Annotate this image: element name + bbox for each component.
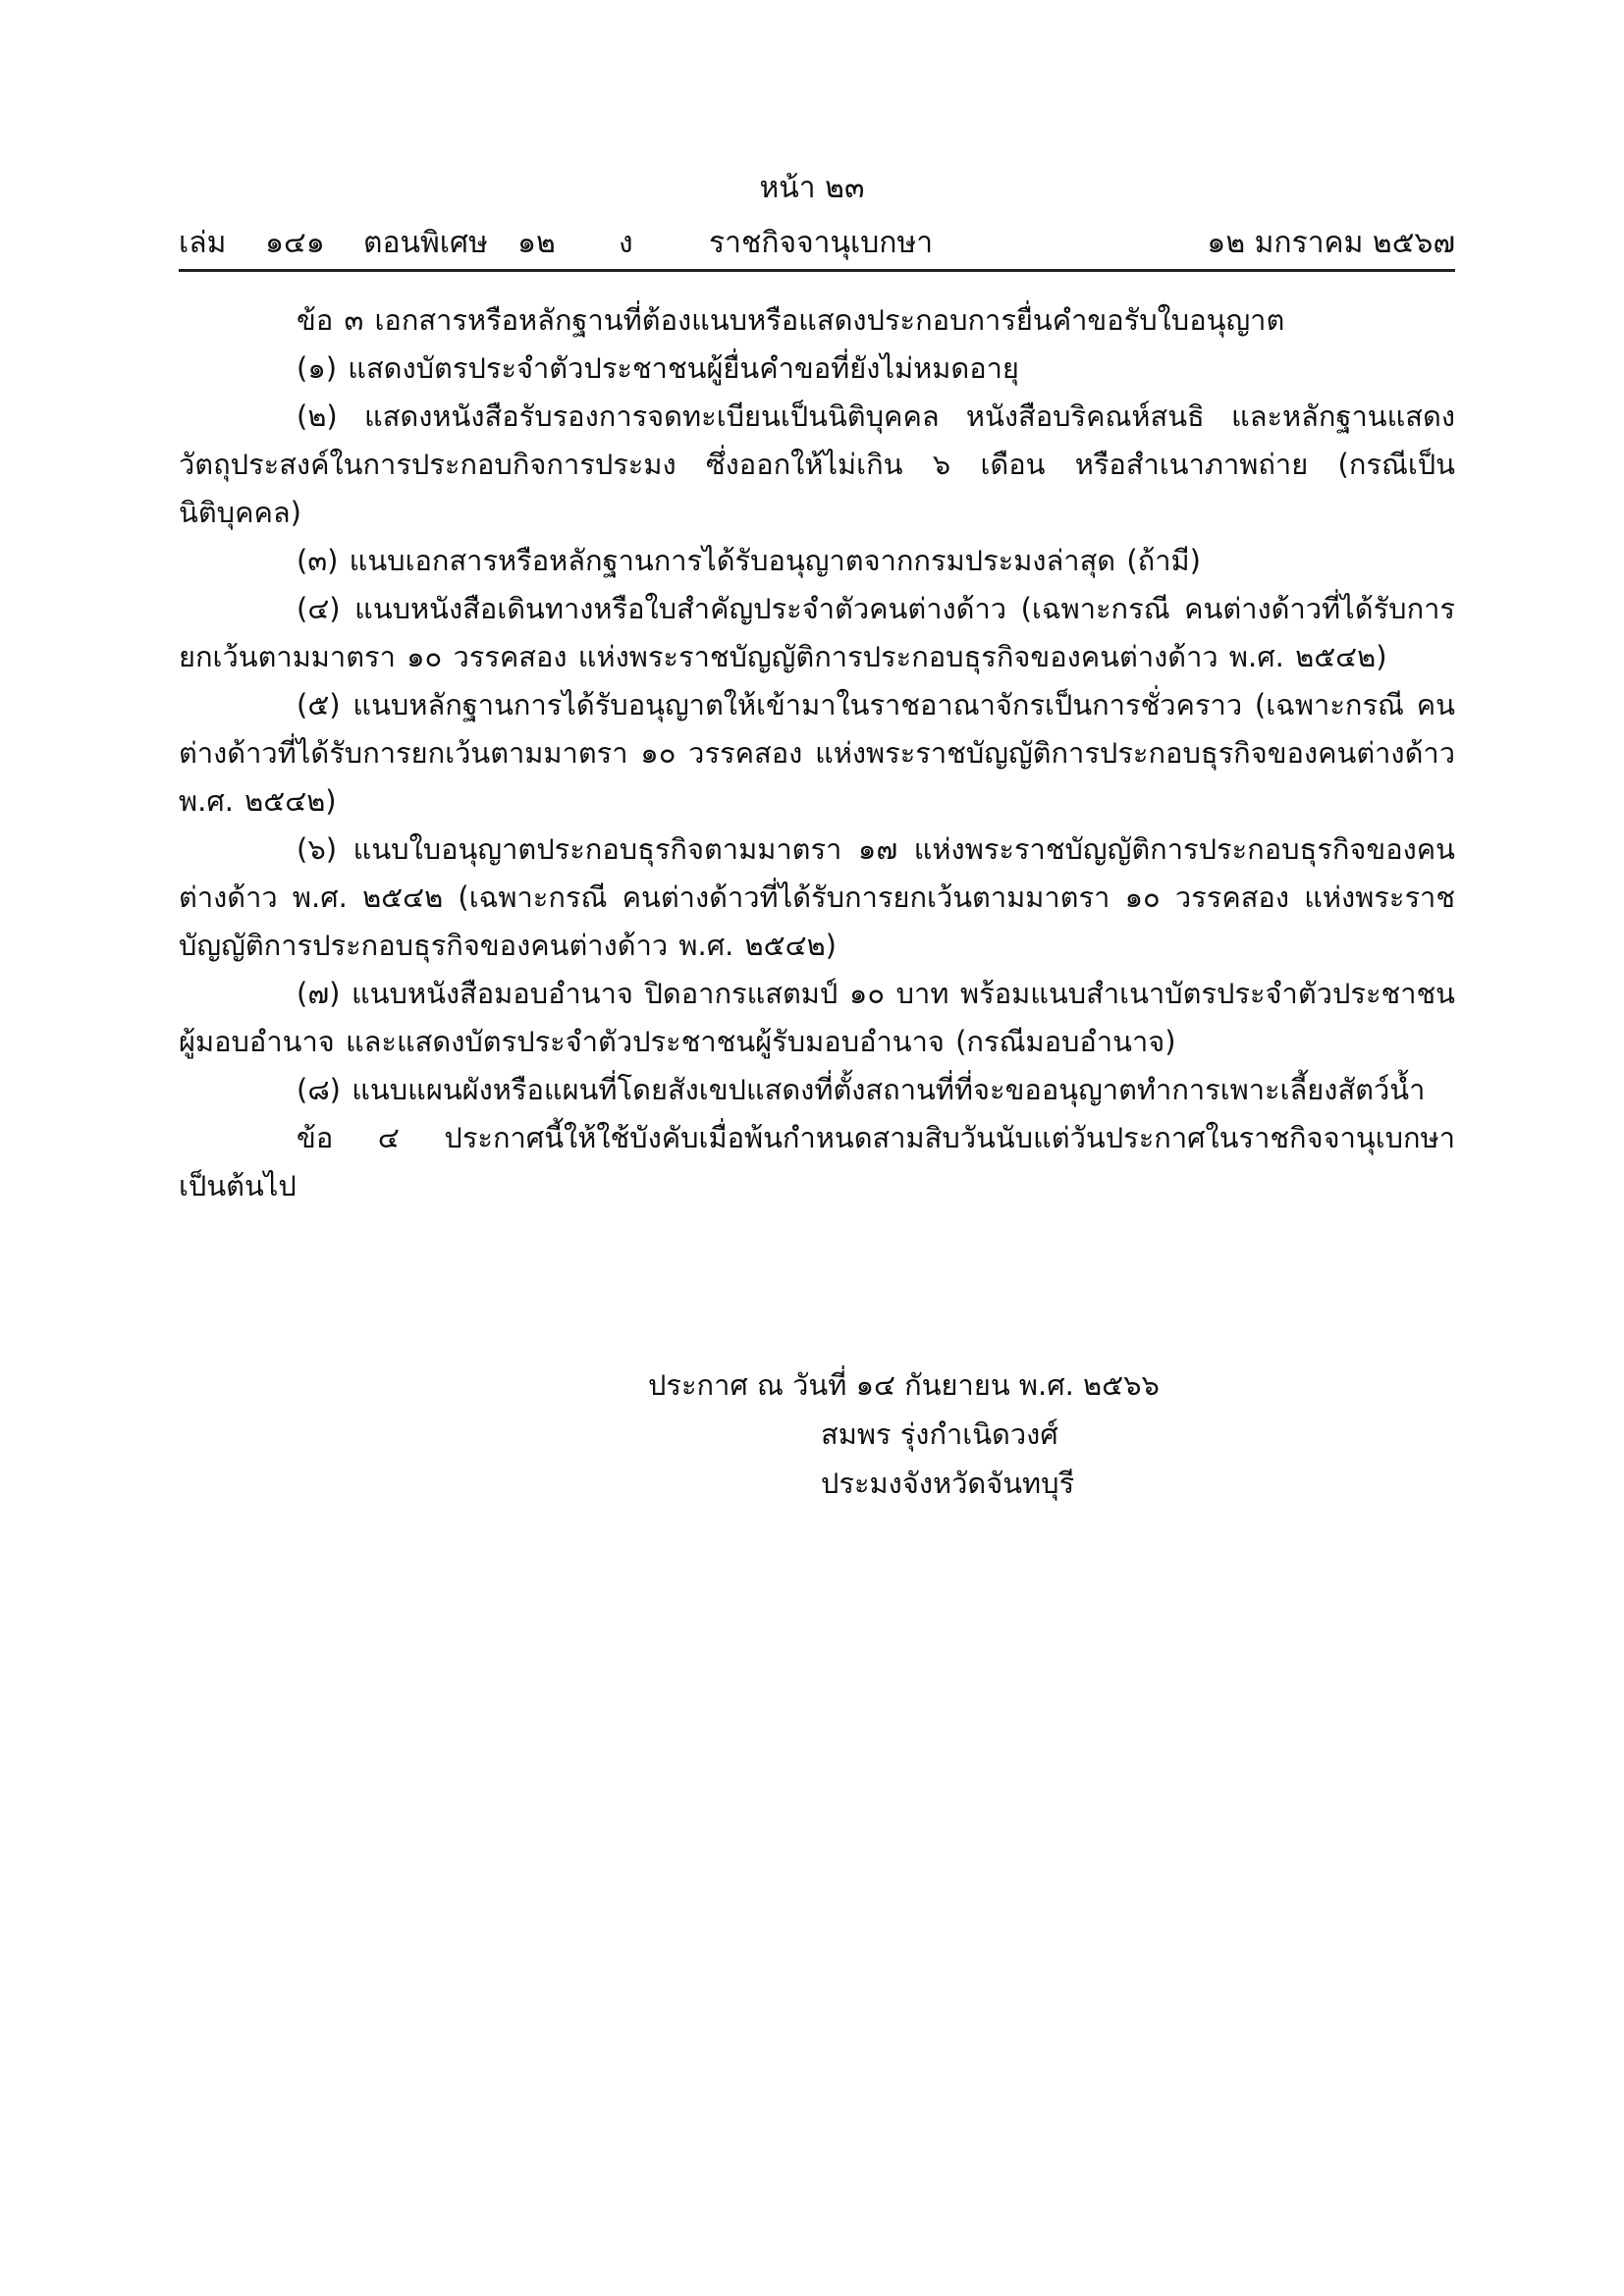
volume-number: ๑๔๑ — [265, 226, 325, 260]
gazette-name: ราชกิจจานุเบกษา — [709, 226, 934, 260]
clause-3-heading: ข้อ ๓ เอกสารหรือหลักฐานที่ต้องแนบหรือแสดงประกอบการยื่นคำขอรับใบอนุญาต — [297, 303, 1285, 337]
clause-3-item-4: (๔) แนบหนังสือเดินทางหรือใบสำคัญประจำตัวคนต่างด้าว (เฉพาะกรณี คนต่างด้าวที่ได้รับการยกเว้นตามมาตรา ๑๐ วรรคสอง แห่งพระราชบัญญัติการประกอบธุรกิจของคนต่างด้าว พ.ศ. ๒๕๔๒) — [179, 592, 1455, 673]
clause-3-item-7: (๗) แนบหนังสือมอบอำนาจ ปิดอากรแสตมป์ ๑๐ บาท พร้อมแนบสำเนาบัตรประจำตัวประชาชนผู้มอบอำนาจ และแสดงบัตรประจำตัวประชาชนผู้รับมอบอำนาจ (กรณีมอบอำนาจ) — [179, 977, 1455, 1058]
signatory-name: สมพร รุ่งกำเนิดวงศ์ — [821, 1417, 1058, 1451]
clause-3-item-6: (๖) แนบใบอนุญาตประกอบธุรกิจตามมาตรา ๑๗ แห่งพระราชบัญญัติการประกอบธุรกิจของคนต่างด้าว พ.ศ. ๒๕๔๒ (เฉพาะกรณี คนต่างด้าวที่ได้รับการยกเว้นตามมาตรา ๑๐ วรรคสอง แห่งพระราชบัญญัติการประกอบธุรกิจของคนต่างด้าว พ.ศ. ๒๕๔๒) — [179, 832, 1455, 962]
section-label: ตอนพิเศษ — [363, 226, 488, 260]
section-letter: ง — [619, 226, 633, 260]
signatory-title: ประมงจังหวัดจันทบุรี — [821, 1467, 1075, 1500]
publication-date: ๑๒ มกราคม ๒๕๖๗ — [1207, 226, 1455, 260]
document-body — [179, 296, 1455, 1210]
volume-label: เล่ม — [179, 226, 227, 260]
page-number: หน้า ๒๓ — [759, 171, 865, 205]
clause-3-item-3: (๓) แนบเอกสารหรือหลักฐานการได้รับอนุญาตจากกรมประมงล่าสุด (ถ้ามี) — [297, 544, 1201, 577]
clause-3-item-2: (๒) แสดงหนังสือรับรองการจดทะเบียนเป็นนิติบุคคล หนังสือบริคณห์สนธิ และหลักฐานแสดงวัตถุประสงค์ในการประกอบกิจการประมง ซึ่งออกให้ไม่เกิน ๖ เดือน หรือสำเนาภาพถ่าย (กรณีเป็นนิติบุคคล) — [179, 400, 1455, 529]
clause-3-item-8: (๘) แนบแผนผังหรือแผนที่โดยสังเขปแสดงที่ตั้งสถานที่ที่จะขออนุญาตทำการเพาะเลี้ยงสัตว์น้ำ — [297, 1073, 1426, 1106]
clause-3-item-1: (๑) แสดงบัตรประจำตัวประชาชนผู้ยื่นคำขอที่ยังไม่หมดอายุ — [297, 351, 1019, 385]
clause-4: ข้อ ๔ ประกาศนี้ให้ใช้บังคับเมื่อพ้นกำหนดสามสิบวันนับแต่วันประกาศในราชกิจจานุเบกษาเป็นต้นไป — [179, 1121, 1455, 1202]
header-divider — [179, 269, 1455, 272]
clause-3-item-5: (๕) แนบหลักฐานการได้รับอนุญาตให้เข้ามาในราชอาณาจักรเป็นการชั่วคราว (เฉพาะกรณี คนต่างด้าวที่ได้รับการยกเว้นตามมาตรา ๑๐ วรรคสอง แห่งพระราชบัญญัติการประกอบธุรกิจของคนต่างด้าว พ.ศ. ๒๕๔๒) — [179, 688, 1455, 818]
announcement-date: ประกาศ ณ วันที่ ๑๔ กันยายน พ.ศ. ๒๕๖๖ — [648, 1368, 1160, 1402]
gazette-header — [179, 222, 1455, 265]
signature-block — [648, 1361, 1335, 1508]
section-number: ๑๒ — [517, 226, 556, 260]
